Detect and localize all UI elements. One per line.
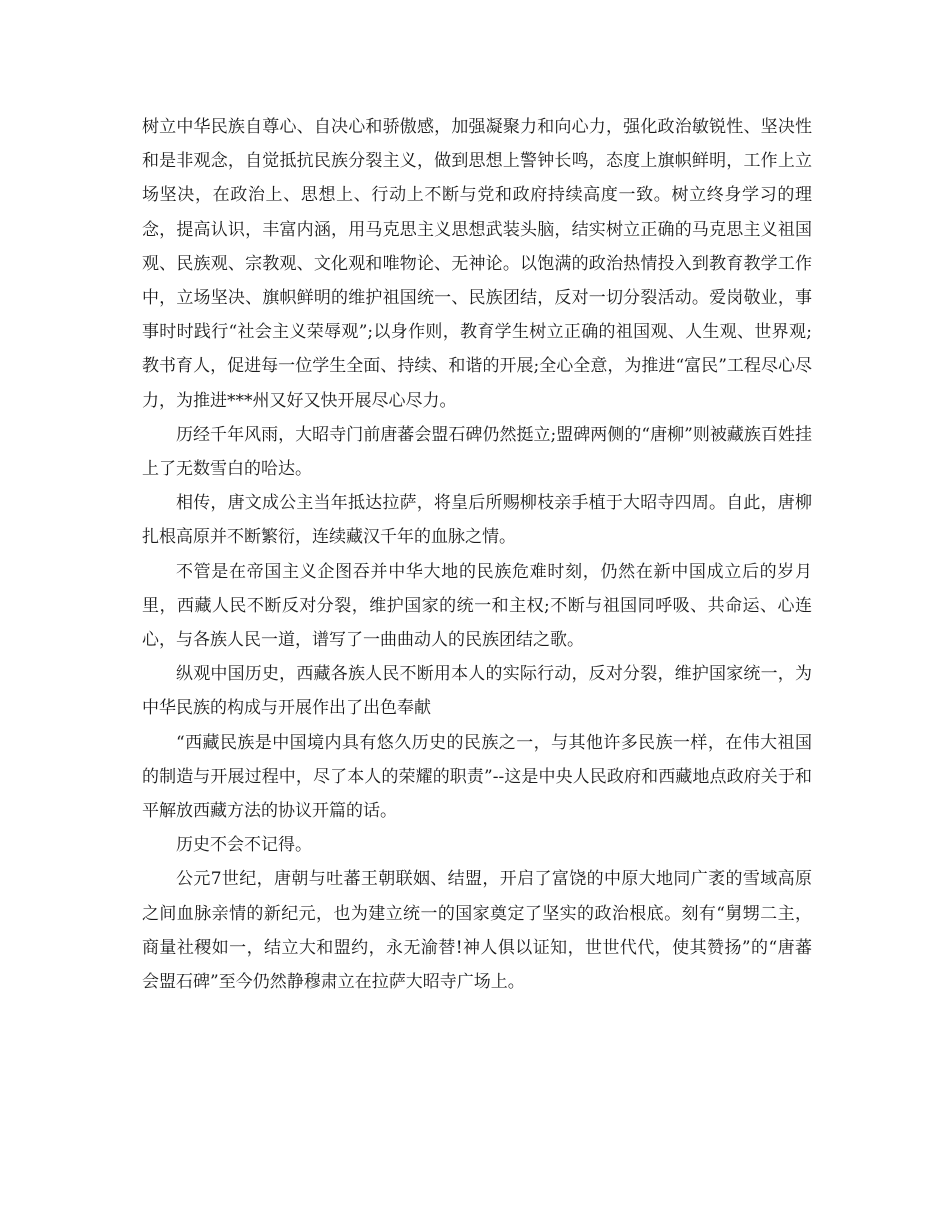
- paragraph-1: 树立中华民族自尊心、自决心和骄傲感，加强凝聚力和向心力，强化政治敏锐性、坚决性和是非观念，自觉抵抗民族分裂主义，做到思想上警钟长鸣，态度上旗帜鲜明，工作上立场坚决，在政治上、思想上、行动上不断与党和政府持续高度一致。树立终身学习的理念，提高认识，丰富内涵，用马克思主义思想武装头脑，结实树立正确的马克思主义祖国观、民族观、宗教观、文化观和唯物论、无神论。以饱满的政治热情投入到教育教学工作中，立场坚决、旗帜鲜明的维护祖国统一、民族团结，反对一切分裂活动。爱岗敬业，事事时时践行“社会主义荣辱观”;以身作则，教育学生树立正确的祖国观、人生观、世界观;教书育人，促进每一位学生全面、持续、和谐的开展;全心全意，为推进“富民”工程尽心尽力，为推进***州又好又快开展尽心尽力。: [142, 117, 812, 411]
- paragraph-3: 相传，唐文成公主当年抵达拉萨，将皇后所赐柳枝亲手植于大昭寺四周。自此，唐柳扎根高原并不断繁衍，连续藏汉千年的血脉之情。: [142, 493, 812, 548]
- document-body: [142, 110, 812, 999]
- paragraph-8: 公元7世纪，唐朝与吐蕃王朝联姻、结盟，开启了富饶的中原大地同广袤的雪域高原之间血脉亲情的新纪元，也为建立统一的国家奠定了坚实的政治根底。刻有“舅甥二主，商量社稷如一，结立大和盟约，永无渝替!神人俱以证知，世世代代，使其赞扬”的“唐蕃会盟石碑”至今仍然静穆肃立在拉萨大昭寺广场上。: [142, 869, 812, 993]
- paragraph-5: 纵观中国历史，西藏各族人民不断用本人的实际行动，反对分裂，维护国家统一，为中华民族的构成与开展作出了出色奉献: [142, 664, 812, 719]
- paragraph-6: “西藏民族是中国境内具有悠久历史的民族之一，与其他许多民族一样，在伟大祖国的制造与开展过程中，尽了本人的荣耀的职责”--这是中央人民政府和西藏地点政府关于和平解放西藏方法的协议开篇的话。: [142, 732, 812, 822]
- paragraph-4: 不管是在帝国主义企图吞并中华大地的民族危难时刻，仍然在新中国成立后的岁月里，西藏人民不断反对分裂，维护国家的统一和主权;不断与祖国同呼吸、共命运、心连心，与各族人民一道，谱写了一曲曲动人的民族团结之歌。: [142, 561, 812, 651]
- paragraph-2: 历经千年风雨，大昭寺门前唐蕃会盟石碑仍然挺立;盟碑两侧的“唐柳”则被藏族百姓挂上了无数雪白的哈达。: [142, 424, 812, 480]
- paragraph-7: 历史不会不记得。: [176, 835, 312, 856]
